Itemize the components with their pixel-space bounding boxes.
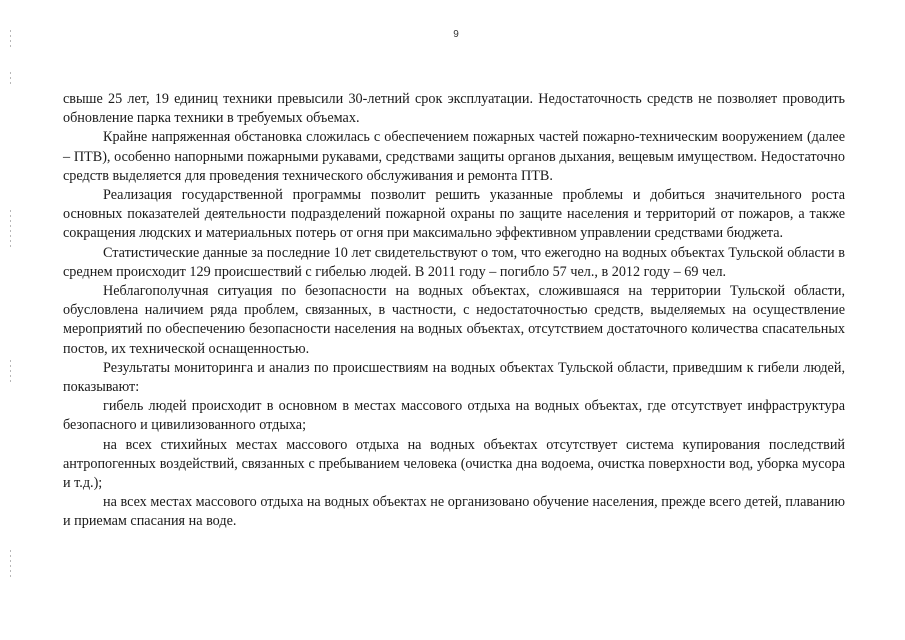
- list-item-infrastructure: гибель людей происходит в основном в местах массового отдыха на водных объектах, где отсутствует инфраструктура безопасного и цивилизованного отдыха;: [63, 398, 845, 434]
- page-number: 9: [453, 29, 459, 40]
- list-item-swimming-training: на всех местах массового отдыха на водных объектах не организовано обучение населения, прежде всего детей, плаванию и приемам спасания на воде.: [63, 494, 845, 530]
- paragraph-ptv-equipment: Крайне напряженная обстановка сложилась с обеспечением пожарных частей пожарно-техническим вооружением (далее – ПТВ), особенно напорными пожарными рукавами, средствами защиты органов дыхания, вещевым имуществом. Недостаточно средств выделяется для проведения технического обслуживания и ремонта ПТВ.: [63, 129, 845, 184]
- paragraph-monitoring-results: Результаты мониторинга и анализ по происшествиям на водных объектах Тульской области, приведшим к гибели людей, показывают:: [63, 359, 845, 396]
- scan-margin-marks: [10, 30, 13, 600]
- paragraph-water-safety-situation: Неблагополучная ситуация по безопасности на водных объектах, сложившаяся на территории Тульской области, обусловлена наличием ряда проблем, связанных, в частности, с недостаточностью средств, выделяемых на осуществление мероприятий по обеспечению безопасности населения на водных объектах, отсутствием достаточного количества спасательных постов, их технической оснащенностью.: [63, 283, 845, 357]
- list-item-cleanup-system: на всех стихийных местах массового отдыха на водных объектах отсутствует система купирования последствий антропогенных воздействий, связанных с пребыванием человека (очистка дна водоема, очистка поверхности вод, уборка мусора и т.д.);: [63, 436, 845, 492]
- document-body: [63, 90, 845, 532]
- paragraph-program-implementation: Реализация государственной программы позволит решить указанные проблемы и добиться значительного роста основных показателей деятельности подразделений пожарной охраны по защите населения и территорий от пожаров, а также сокращения людских и материальных потерь от огня при максимально эффективном управлении средствами бюджета.: [63, 187, 845, 242]
- paragraph-continuation: свыше 25 лет, 19 единиц техники превысили 30-летний срок эксплуатации. Недостаточность средств не позволяет проводить обновление парка техники в требуемых объемах.: [63, 91, 845, 127]
- paragraph-statistics: Статистические данные за последние 10 лет свидетельствуют о том, что ежегодно на водных объектах Тульской области в среднем происходит 129 происшествий с гибелью людей. В 2011 году – погибло 57 чел., в 2012 году – 69 чел.: [63, 244, 845, 280]
